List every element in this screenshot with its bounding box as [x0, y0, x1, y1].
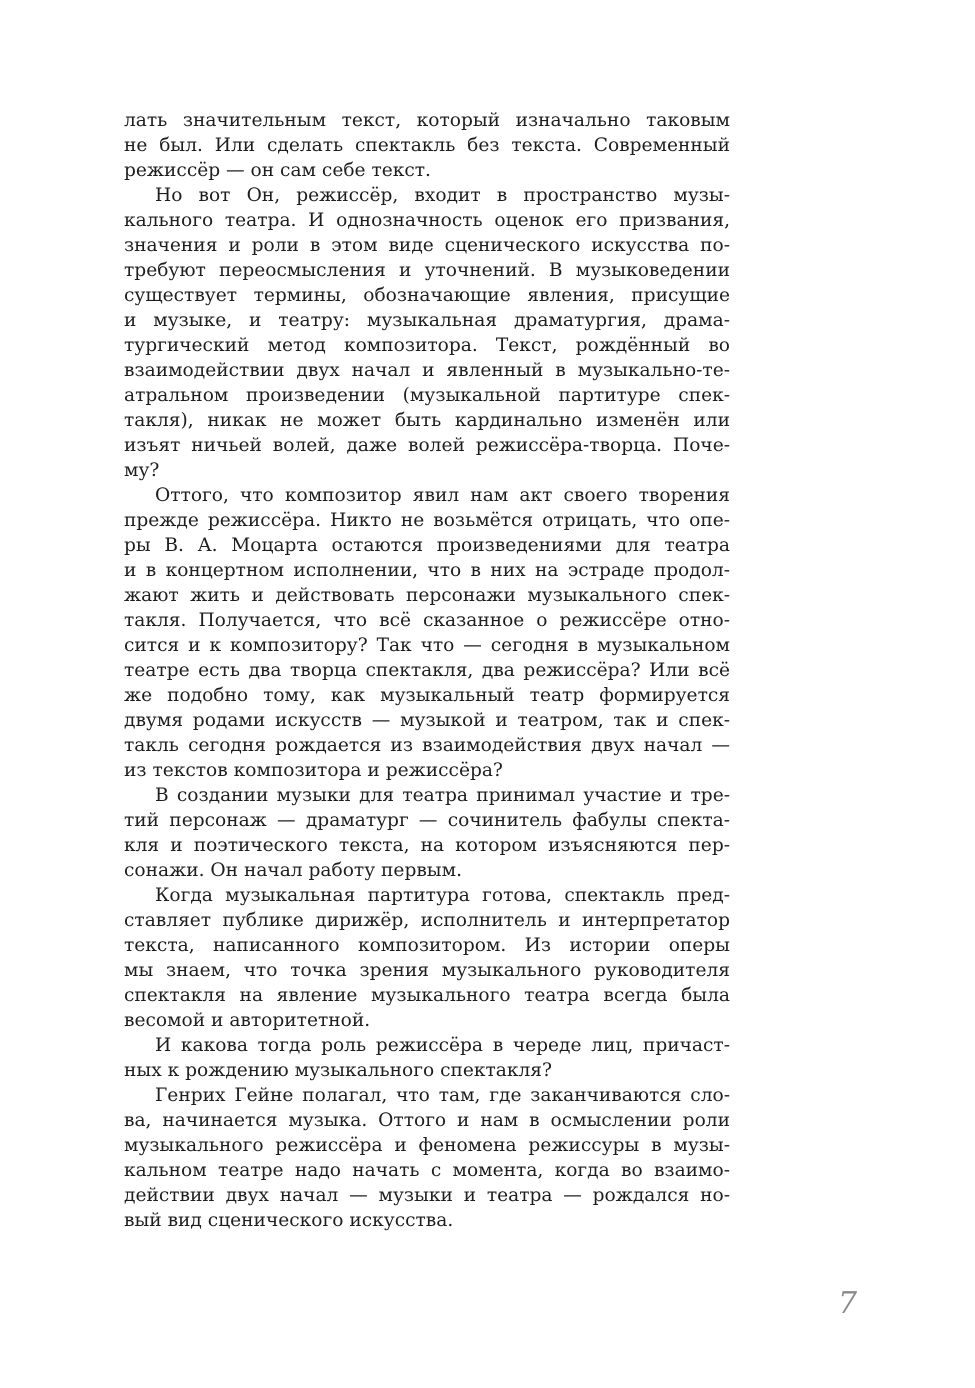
text-line: значения и роли в этом виде сценического искусства по- [124, 235, 730, 256]
text-line: ры В. А. Моцарта остаются произведениями для театра [124, 535, 730, 556]
text-line: из текстов композитора и режиссёра? [124, 760, 503, 781]
text-line: такля), никак не может быть кардинально изменён или [124, 410, 730, 431]
text-line: ных к рождению музыкального спектакля? [124, 1060, 553, 1081]
text-line: весомой и авторитетной. [124, 1010, 371, 1031]
text-line: текста, написанного композитором. Из истории оперы [124, 935, 730, 956]
body-text [124, 108, 730, 1233]
text-line: действии двух начал — музыки и театра — рождался но- [124, 1185, 730, 1206]
text-line: сится и к композитору? Так что — сегодня в музыкальном [124, 635, 730, 656]
text-line: же подобно тому, как музыкальный театр формируется [124, 685, 730, 706]
text-line: Но вот Он, режиссёр, входит в пространство музы- [155, 185, 730, 206]
text-line: режиссёр — он сам себе текст. [124, 160, 431, 181]
text-line: му? [124, 460, 160, 481]
text-line: тургический метод композитора. Текст, рождённый во [124, 335, 730, 356]
text-line: мы знаем, что точка зрения музыкального руководителя [124, 960, 730, 981]
text-line: театре есть два творца спектакля, два режиссёра? Или всё [124, 660, 730, 681]
text-line: ставляет публике дирижёр, исполнитель и интерпретатор [124, 910, 730, 931]
text-line: тий персонаж — драматург — сочинитель фабулы спекта- [124, 810, 730, 831]
text-line: существует термины, обозначающие явления, присущие [124, 285, 730, 306]
text-line: такля. Получается, что всё сказанное о режиссёре отно- [124, 610, 730, 631]
text-line: прежде режиссёра. Никто не возьмётся отрицать, что опе- [124, 510, 730, 531]
text-line: музыкального режиссёра и феномена режиссуры в музы- [124, 1135, 730, 1156]
text-line: требуют переосмысления и уточнений. В музыковедении [124, 260, 730, 281]
text-line: сонажи. Он начал работу первым. [124, 860, 462, 881]
text-line: В создании музыки для театра принимал участие и тре- [155, 785, 730, 806]
text-line: и в концертном исполнении, что в них на эстраде продол- [124, 560, 730, 581]
text-line: вый вид сценического искусства. [124, 1210, 454, 1231]
text-line: ва, начинается музыка. Оттого и нам в осмыслении роли [124, 1110, 730, 1131]
text-line: Когда музыкальная партитура готова, спектакль пред- [155, 885, 730, 906]
text-line: двумя родами искусств — музыкой и театром, так и спек- [124, 710, 730, 731]
text-line: взаимодействии двух начал и явленный в музыкально-те- [124, 360, 730, 381]
text-line: и музыке, и театру: музыкальная драматургия, драма- [124, 310, 730, 331]
text-line: Генрих Гейне полагал, что там, где заканчиваются сло- [155, 1085, 730, 1106]
text-line: лать значительным текст, который изначально таковым [124, 110, 730, 131]
text-line: спектакля на явление музыкального театра всегда была [124, 985, 730, 1006]
text-line: Оттого, что композитор явил нам акт своего творения [155, 485, 730, 506]
text-line: кля и поэтического текста, на котором изъясняются пер- [124, 835, 730, 856]
text-line: кального театра. И однозначность оценок его призвания, [124, 210, 730, 231]
page-number: 7 [838, 1286, 858, 1321]
text-line: жают жить и действовать персонажи музыкального спек- [124, 585, 730, 606]
text-line: кальном театре надо начать с момента, когда во взаимо- [124, 1160, 730, 1181]
text-line: атральном произведении (музыкальной партитуре спек- [124, 385, 730, 406]
text-line: такль сегодня рождается из взаимодействия двух начал — [124, 735, 730, 756]
text-line: изъят ничьей волей, даже волей режиссёра-творца. Поче- [124, 435, 730, 456]
text-line: И какова тогда роль режиссёра в череде лиц, причаст- [155, 1035, 730, 1056]
text-line: не был. Или сделать спектакль без текста. Современный [124, 135, 730, 156]
